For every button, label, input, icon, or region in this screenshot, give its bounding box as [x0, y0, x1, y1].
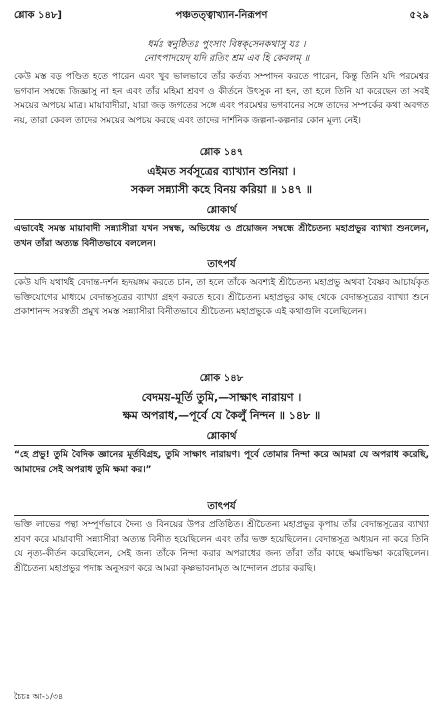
verse-147-line-1: এইমত সর্বসূত্রের ব্যাখ্যান শুনিয়া । — [147, 165, 296, 178]
verse-148-purport-heading: তাৎপর্য — [207, 501, 236, 512]
header-chapter-title: পঞ্চতত্ত্বাখ্যান-নিরূপণ — [175, 10, 268, 21]
divider — [14, 445, 429, 446]
sanskrit-quote — [30, 38, 423, 66]
page-number: ৫২৯ — [409, 10, 429, 21]
divider — [14, 219, 429, 220]
footer-signature: চৈচঃ আ-১/৩৪ — [14, 692, 64, 701]
verse-147-line-2: সকল সন্ন্যাসী কহে বিনয় করিয়া ॥ ১৪৭ ॥ — [131, 183, 312, 196]
verse-148-translation-heading: শ্লোকার্থ — [206, 431, 237, 442]
verse-148-translation: “হে প্রভু! তুমি বৈদিক জ্ঞানের মূর্তবিগ্রহ, তুমি সাক্ষাৎ নারায়ণ। পূর্বে তোমার নিন্দা করে আমরা যে অপরাধ করেছি, আমাদের সেই অপরাধ তুমি ক্ষমা কর।” — [14, 450, 429, 475]
verse-147-translation-heading: শ্লোকার্থ — [206, 205, 237, 216]
verse-148-line-1: বেদময়-মূর্তি তুমি,—সাক্ষাৎ নারায়ণ । — [141, 391, 302, 404]
verse-148-heading: শ্লোক ১৪৮ — [199, 373, 244, 384]
divider — [14, 515, 429, 516]
quote-line-1: ধর্মঃ স্বনুষ্ঠিতঃ পুংসাং বিষ্বক্‌সেনকথাসু যঃ । — [147, 39, 306, 50]
header-verse-ref: শ্লোক ১৪৮] — [14, 10, 62, 21]
verse-147-translation: এভাবেই সমস্ত মায়াবাদী সন্ন্যাসীরা যখন সম্বন্ধ, অভিধেয় ও প্রয়োজন সম্বন্ধে শ্রীচৈতন্য মহাপ্রভুর ব্যাখ্যা শুনলেন, তখন তাঁরা অত্যন্ত বিনীতভাবে বললেন। — [14, 224, 429, 249]
divider — [14, 273, 429, 274]
purport-paragraph: কেউ মস্ত বড় পণ্ডিত হতে পারেন এবং খুব ভালভাবে তাঁর কর্তব্য সম্পাদন করতে পারেন, কিন্তু তিনি যদি পরমেশ্বর ভগবান সম্বন্ধে জিজ্ঞাসু না হন এবং তাঁর মহিমা শ্রবণ ও কীর্তনে উৎসুক না হন, তা হলে তিনি যা করেছেন তা সবই সময়ের অপচয় মাত্র। মায়াবাদীরা, যারা জড় জগতের সঙ্গে এবং পরমেশ্বর ভগবানের সঙ্গে তাদের সম্পর্কের কথা অবগত নয়, তারা কেবল তাদের সময়ের অপচয় করছে এবং তাদের দার্শনিক জল্পনা-কল্পনার কোন মূল্য নেই। — [14, 72, 429, 126]
quote-line-2: নোৎপাদয়েদ্ যদি রতিং শ্রম এব হি কেবলম্‌ ॥ — [143, 53, 310, 64]
verse-148-line-2: ক্ষম অপরাধ,—পূর্বে যে কৈলুঁ নিন্দন ॥ ১৪৮ ॥ — [122, 409, 321, 422]
running-header — [14, 8, 429, 24]
verse-148-purport: ভক্তি লাভের পন্থা সম্পূর্ণভাবে দৈন্য ও বিনয়ের উপর প্রতিষ্ঠিত। শ্রীচৈতন্য মহাপ্রভুর কৃপায় তাঁর বেদান্তসূত্রের ব্যাখ্যা শ্রবণ করে মায়াবাদী সন্ন্যাসীরা অত্যন্ত বিনীত হয়েছিলেন এবং তাঁর ভক্ত হয়েছিলেন। বেদান্তসূত্র অধ্যয়ন না করে তিনি যে নৃত্য-কীর্তন করেছিলেন, সেই জন্য তাঁকে নিন্দা করার অপরাধের জন্য তাঁরা তাঁর কাছে ক্ষমাভিক্ষা করেছিলেন। শ্রীচৈতন্য মহাপ্রভুর পদাঙ্ক অনুসরণ করে আমরা কৃষ্ণভাবনামৃত আন্দোলন প্রচার করছি। — [14, 520, 429, 574]
verse-147-heading: শ্লোক ১৪৭ — [199, 147, 244, 158]
verse-147-purport: কেউ যদি যথার্থই বেদান্ত-দর্শন হৃদয়ঙ্গম করতে চান, তা হলে তাঁকে অবশ্যই শ্রীচৈতন্য মহাপ্রভু অথবা বৈষ্ণব আচার্যকৃত ভক্তিযোগের মাধ্যমে বেদান্তসূত্রের ব্যাখ্যা গ্রহণ করতে হবে। শ্রীচৈতন্য মহাপ্রভুর কাছ থেকে বেদান্তসূত্রের ব্যাখ্যা শুনে প্রকাশানন্দ সরস্বতী প্রমুখ সমস্ত সন্ন্যাসীরা বিনীতভাবে শ্রীচৈতন্য মহাপ্রভুকে এই কথাগুলি বলেছিলেন। — [14, 278, 429, 317]
verse-147-purport-heading: তাৎপর্য — [207, 259, 236, 270]
